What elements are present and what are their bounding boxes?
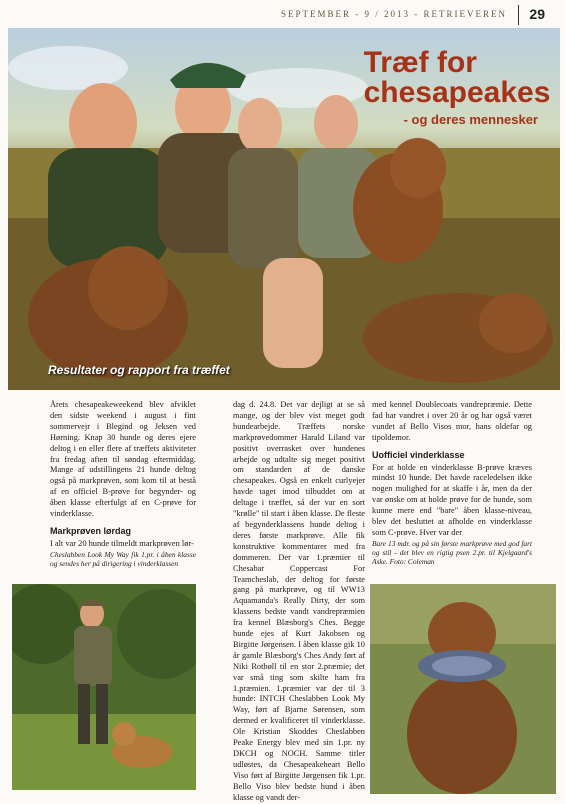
body-paragraph: dag d. 24.8. Det var dejligt at se så mange, og der blev vist meget godt hundearbejde. Træffets norske markprøvedommer Harald Liland var positivt overrasket over hundenes arbejde og udtalte sig meget positivt om standarden af de danske chesapeakes. Også en enkelt curlyejer havde taget imod tilbuddet om at deltage i træffet, så der var en sort "krølle" til start i åben klasse. De fleste af begynderklassens hunde deltog i deres første markprøve. Alle fik konstruktive kommentarer med fra dommeren. Der var 1.præmier til Chesabar Coppercast For Teamcheslab, der deltog for første gang på markprøve, og til WW13 Aquamanda's Really Dirty, der som klassens bedste vandt vandrepræmien fra kennel Blæsborg's Ches. Begge hunde ejes af Kurt Jakobsen og Birgitte Jørgensen. I åben klasse gik 10 år gamle Blæsborg's Ches Andy ført af Niki Rotbøll til en stor 2.præmie; det var små ting som skilte ham fra 1.præmien. 1.præmier var der til 3 hunde: INTCH Cheslabben Look My Way, ført af Bjarne Sørensen, som dermed er kvalificeret til vinderklasse. Ole Kristian Skoddes Cheslabben Peake Energy blev med sin 1.pr. ny DKCH og NOCH. Samme titler udløstes, da Chesapeakeheart Bello Viso ført af Birgitte Jørgensen fik 1.pr. Bello Viso blev bedste hund i åben klasse og vandt der- bbox=[233, 400, 365, 802]
running-head: SEPTEMBER - 9 / 2013 - RETRIEVEREN bbox=[281, 9, 507, 19]
hero-photo bbox=[8, 28, 560, 390]
body-paragraph: For at holde en vinderklasse B-prøve kræves mindst 10 hunde. Det havde raceledelsen ikke nogen mulighed for at skaffe i år, men da der var ønske om at holde prøve for de hunde, som kunne mere end "bare" åben klasse-niveau, blev det besluttet at afholde en vinderklasse som C-prøve. Hver var der bbox=[372, 462, 532, 537]
title-block bbox=[363, 46, 551, 127]
column-3 bbox=[372, 400, 532, 566]
page-number: 29 bbox=[529, 6, 545, 22]
article-subtitle: - og deres mennesker bbox=[403, 112, 538, 127]
photo-caption-left: Cheslabben Look My Way fik 1.pr. i åben klasse og sendes her på dirigering i vinderklassen bbox=[50, 549, 196, 568]
body-paragraph: I alt var 20 hunde tilmeldt markprøven lør- bbox=[50, 538, 194, 548]
hero-caption: Resultater og rapport fra træffet bbox=[48, 363, 230, 377]
body-paragraph: med kennel Doublecoats vandrepræmie. Dette fad har vandret i over 20 år og har også været vundet af Bello Visos mor, hans oldefar og tipoldemor. bbox=[372, 400, 532, 442]
handler-dog-illustration bbox=[12, 584, 196, 790]
photo-handler-dog bbox=[12, 584, 196, 790]
section-heading-markproven: Markprøven lørdag bbox=[50, 525, 132, 536]
article-title: Træf for chesapeakes bbox=[363, 46, 551, 109]
dog-retrieving-illustration bbox=[370, 584, 556, 794]
photo-caption-right: Bare 13 mdr. og på sin første markprøve med god fart og stil - det blev en rigtig psen 2.pr. til Kjelgaard's Aske. Foto: Coleman bbox=[372, 538, 532, 567]
section-heading-vinderklasse: Uofficiel vinderklasse bbox=[372, 449, 465, 460]
page-header bbox=[0, 0, 565, 28]
column-2 bbox=[233, 400, 365, 804]
column-1 bbox=[50, 400, 196, 568]
photo-dog-retrieving bbox=[370, 584, 556, 794]
intro-paragraph: Årets chesapeakeweekend blev afviklet den sidste weekend i august i fint sommervejr i Blegind og Jeksen ved Hørning. Knap 30 hunde og deres ejere deltog i en eller flere af træffets aktiviteter fra fredag aften til søndag eftermiddag. Mange af udstillingens 21 hunde deltog også på markprøven, som kom til at bestå af en officiel B-prøve for begynder- og åben klasse efterfulgt af en C-prøve for vinderklasse. bbox=[50, 400, 196, 519]
header-divider bbox=[518, 5, 519, 25]
